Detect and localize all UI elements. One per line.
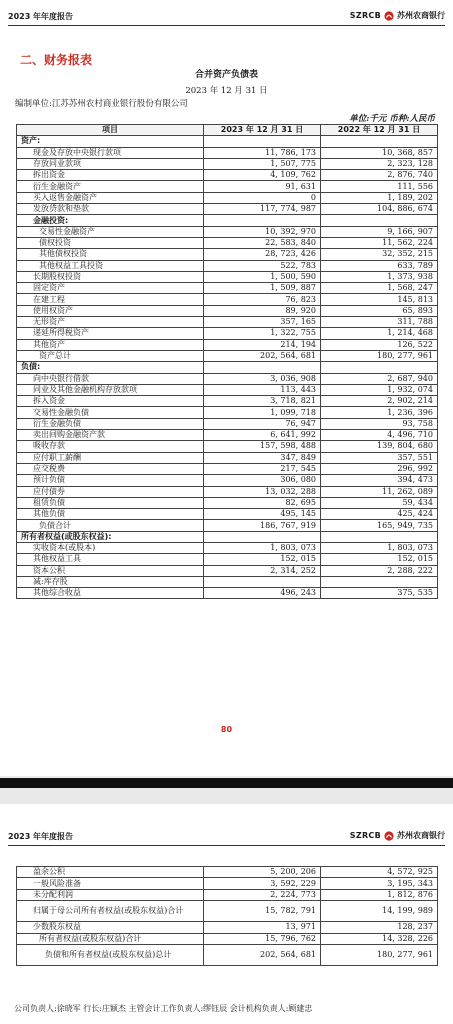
value-2022: 9, 166, 907 [321, 226, 438, 237]
table-row [17, 452, 438, 463]
table-row [17, 542, 438, 553]
row-label: 其他综合收益 [17, 588, 204, 599]
value-2022: 152, 015 [321, 554, 438, 565]
row-label: 未分配利润 [17, 889, 204, 900]
row-label: 资产: [17, 136, 204, 147]
value-2023: 306, 080 [204, 475, 321, 486]
value-2023: 1, 803, 073 [204, 542, 321, 553]
value-2023: 28, 723, 426 [204, 249, 321, 260]
row-label: 应付职工薪酬 [17, 452, 204, 463]
table-row [17, 497, 438, 508]
value-2023: 76, 947 [204, 418, 321, 429]
row-label: 应交税费 [17, 463, 204, 474]
value-2023: 4, 109, 762 [204, 170, 321, 181]
row-label: 实收资本(或股本) [17, 542, 204, 553]
row-label: 现金及存放中央银行款项 [17, 147, 204, 158]
value-2022: 93, 758 [321, 418, 438, 429]
value-2023: 214, 194 [204, 339, 321, 350]
value-2022: 2, 323, 128 [321, 158, 438, 169]
value-2023 [204, 531, 321, 542]
row-label: 所有者权益(或股东权益): [17, 531, 204, 542]
table-row [17, 520, 438, 531]
row-label: 衍生金融负债 [17, 418, 204, 429]
value-2022: 1, 189, 202 [321, 192, 438, 203]
row-label: 卖出回购金融资产款 [17, 430, 204, 441]
value-2023: 15, 796, 762 [204, 933, 321, 944]
value-2022: 65, 893 [321, 305, 438, 316]
table-row [17, 305, 438, 316]
table-row [17, 418, 438, 429]
row-label: 资产总计 [17, 350, 204, 361]
page-number: 80 [220, 725, 233, 734]
brand-code: SZRCB [349, 11, 381, 20]
value-2023: 186, 767, 919 [204, 520, 321, 531]
bank-logo-icon [384, 11, 394, 21]
row-label: 向中央银行借款 [17, 373, 204, 384]
bank-logo-icon [384, 831, 394, 841]
value-2022: 11, 562, 224 [321, 237, 438, 248]
value-2022: 3, 195, 343 [321, 878, 438, 889]
column-header-item: 项目 [17, 125, 204, 136]
value-2022: 296, 992 [321, 463, 438, 474]
table-row [17, 192, 438, 203]
value-2023: 3, 718, 821 [204, 396, 321, 407]
table-row [17, 260, 438, 271]
value-2022: 111, 556 [321, 181, 438, 192]
row-label: 盈余公积 [17, 867, 204, 878]
value-2022: 375, 535 [321, 588, 438, 599]
report-title: 2023 年年度报告 [8, 12, 74, 21]
row-label: 使用权资产 [17, 305, 204, 316]
column-header-2023: 2023 年 12 月 31 日 [204, 125, 321, 136]
value-2022: 128, 237 [321, 922, 438, 933]
value-2023: 2, 314, 252 [204, 565, 321, 576]
row-label: 应付债券 [17, 486, 204, 497]
statement-date: 2023 年 12 月 31 日 [185, 86, 268, 96]
value-2023: 91, 631 [204, 181, 321, 192]
table-row [17, 475, 438, 486]
bank-name: 苏州农商银行 [397, 11, 445, 20]
section-title: 二、财务报表 [20, 53, 93, 67]
table-row [17, 407, 438, 418]
value-2023: 1, 322, 755 [204, 328, 321, 339]
value-2022: 2, 902, 214 [321, 396, 438, 407]
balance-sheet-table [16, 124, 438, 599]
value-2023: 13, 032, 288 [204, 486, 321, 497]
row-label: 少数股东权益 [17, 922, 204, 933]
value-2022: 14, 328, 226 [321, 933, 438, 944]
table-row [17, 554, 438, 565]
row-label: 买入返售金融资产 [17, 192, 204, 203]
value-2022: 11, 262, 089 [321, 486, 438, 497]
value-2023: 15, 782, 791 [204, 901, 321, 922]
value-2023: 5, 200, 206 [204, 867, 321, 878]
row-label: 租赁负债 [17, 497, 204, 508]
table-row [17, 901, 438, 922]
value-2022: 1, 803, 073 [321, 542, 438, 553]
table-row [17, 249, 438, 260]
value-2022: 14, 199, 989 [321, 901, 438, 922]
table-row [17, 565, 438, 576]
table-row [17, 181, 438, 192]
value-2022: 357, 551 [321, 452, 438, 463]
table-row [17, 384, 438, 395]
value-2023: 89, 920 [204, 305, 321, 316]
value-2022: 180, 277, 961 [321, 350, 438, 361]
value-2022: 311, 788 [321, 317, 438, 328]
value-2023: 11, 786, 173 [204, 147, 321, 158]
table-row [17, 317, 438, 328]
value-2022: 2, 876, 740 [321, 170, 438, 181]
value-2022: 126, 522 [321, 339, 438, 350]
statement-title: 合并资产负债表 [194, 70, 258, 80]
value-2023: 157, 598, 488 [204, 441, 321, 452]
row-label: 交易性金融资产 [17, 226, 204, 237]
value-2022: 2, 288, 222 [321, 565, 438, 576]
bank-branding [350, 830, 445, 841]
value-2023: 113, 443 [204, 384, 321, 395]
table-row [17, 463, 438, 474]
value-2022: 139, 804, 680 [321, 441, 438, 452]
table-row [17, 922, 438, 933]
value-2022 [321, 136, 438, 147]
row-label: 负债和所有者权益(或股东权益)总计 [17, 944, 204, 965]
table-row [17, 204, 438, 215]
row-label: 衍生金融资产 [17, 181, 204, 192]
row-label: 负债: [17, 362, 204, 373]
value-2023 [204, 136, 321, 147]
value-2022 [321, 531, 438, 542]
row-label: 归属于母公司所有者权益(或股东权益)合计 [17, 901, 204, 922]
row-label: 其他资产 [17, 339, 204, 350]
bank-branding [350, 10, 445, 21]
value-2022: 4, 572, 925 [321, 867, 438, 878]
value-2022: 104, 886, 674 [321, 204, 438, 215]
table-row [17, 576, 438, 587]
row-label: 发放贷款和垫款 [17, 204, 204, 215]
table-row [17, 283, 438, 294]
table-row [17, 350, 438, 361]
value-2022: 32, 352, 215 [321, 249, 438, 260]
table-row [17, 944, 438, 965]
row-label: 所有者权益(或股东权益)合计 [17, 933, 204, 944]
value-2023: 117, 774, 987 [204, 204, 321, 215]
value-2023: 22, 583, 840 [204, 237, 321, 248]
row-label: 交易性金融负债 [17, 407, 204, 418]
value-2022: 1, 214, 468 [321, 328, 438, 339]
row-label: 减:库存股 [17, 576, 204, 587]
value-2022: 145, 813 [321, 294, 438, 305]
row-label: 无形资产 [17, 317, 204, 328]
value-2023: 1, 507, 775 [204, 158, 321, 169]
table-row [17, 933, 438, 944]
row-label: 其他权益工具 [17, 554, 204, 565]
page-header [8, 10, 445, 26]
value-2023: 2, 224, 773 [204, 889, 321, 900]
preparing-company: 编制单位:江苏苏州农村商业银行股份有限公司 [15, 99, 188, 109]
page-separator [0, 776, 453, 804]
row-label: 拆出资金 [17, 170, 204, 181]
value-2022: 1, 812, 876 [321, 889, 438, 900]
value-2023: 217, 545 [204, 463, 321, 474]
row-label: 债权投资 [17, 237, 204, 248]
value-2023: 13, 971 [204, 922, 321, 933]
value-2022: 425, 424 [321, 509, 438, 520]
row-label: 拆入资金 [17, 396, 204, 407]
value-2023: 76, 823 [204, 294, 321, 305]
value-2022 [321, 362, 438, 373]
value-2023 [204, 215, 321, 226]
balance-sheet-table-continued [16, 866, 438, 966]
row-label: 其他债权投资 [17, 249, 204, 260]
value-2022: 394, 473 [321, 475, 438, 486]
table-row [17, 158, 438, 169]
row-label: 同业及其他金融机构存放款项 [17, 384, 204, 395]
table-row [17, 147, 438, 158]
table-row [17, 889, 438, 900]
value-2022: 1, 373, 938 [321, 271, 438, 282]
value-2022: 4, 496, 710 [321, 430, 438, 441]
table-row [17, 441, 438, 452]
value-2023 [204, 362, 321, 373]
row-label: 吸收存款 [17, 441, 204, 452]
row-label: 存放同业款项 [17, 158, 204, 169]
row-label: 其他负债 [17, 509, 204, 520]
table-row [17, 362, 438, 373]
table-row [17, 294, 438, 305]
value-2023 [204, 576, 321, 587]
table-row [17, 215, 438, 226]
table-row [17, 170, 438, 181]
value-2023: 357, 165 [204, 317, 321, 328]
report-title: 2023 年年度报告 [8, 832, 74, 841]
value-2023: 347, 849 [204, 452, 321, 463]
table-row [17, 339, 438, 350]
value-2023: 1, 099, 718 [204, 407, 321, 418]
value-2023: 1, 509, 887 [204, 283, 321, 294]
row-label: 固定资产 [17, 283, 204, 294]
value-2022 [321, 576, 438, 587]
row-label: 负债合计 [17, 520, 204, 531]
table-header-row [17, 125, 438, 136]
value-2023: 495, 145 [204, 509, 321, 520]
report-page-2 [0, 804, 453, 1024]
table-row [17, 588, 438, 599]
value-2022: 59, 434 [321, 497, 438, 508]
value-2023: 1, 500, 590 [204, 271, 321, 282]
table-row [17, 237, 438, 248]
value-2023: 152, 015 [204, 554, 321, 565]
value-2023: 10, 392, 970 [204, 226, 321, 237]
bank-name: 苏州农商银行 [397, 831, 445, 840]
table-row [17, 271, 438, 282]
value-2022 [321, 215, 438, 226]
table-row [17, 486, 438, 497]
value-2023: 3, 592, 229 [204, 878, 321, 889]
value-2022: 633, 789 [321, 260, 438, 271]
table-row [17, 509, 438, 520]
value-2023: 202, 564, 681 [204, 944, 321, 965]
row-label: 预计负债 [17, 475, 204, 486]
value-2022: 2, 687, 940 [321, 373, 438, 384]
table-row [17, 867, 438, 878]
value-2023: 496, 243 [204, 588, 321, 599]
page-header-2 [8, 830, 445, 846]
table-row [17, 136, 438, 147]
value-2022: 1, 932, 074 [321, 384, 438, 395]
row-label: 一般风险准备 [17, 878, 204, 889]
value-2023: 522, 783 [204, 260, 321, 271]
value-2023: 0 [204, 192, 321, 203]
signatories: 公司负责人:徐晓军 行长:庄颖杰 主管会计工作负责人:缪钰辰 会计机构负责人:顾建忠 [14, 1004, 313, 1013]
table-row [17, 226, 438, 237]
row-label: 金融投资: [17, 215, 204, 226]
table-row [17, 878, 438, 889]
value-2023: 3, 036, 908 [204, 373, 321, 384]
table-row [17, 531, 438, 542]
brand-code: SZRCB [349, 831, 381, 840]
value-2022: 165, 949, 735 [321, 520, 438, 531]
row-label: 资本公积 [17, 565, 204, 576]
column-header-2022: 2022 年 12 月 31 日 [321, 125, 438, 136]
table-row [17, 396, 438, 407]
value-2022: 1, 236, 396 [321, 407, 438, 418]
value-2023: 82, 695 [204, 497, 321, 508]
currency-unit: 单位:千元 币种:人民币 [349, 114, 435, 124]
value-2022: 1, 568, 247 [321, 283, 438, 294]
table-row [17, 328, 438, 339]
table-row [17, 373, 438, 384]
row-label: 长期股权投资 [17, 271, 204, 282]
table-row [17, 430, 438, 441]
row-label: 递延所得税资产 [17, 328, 204, 339]
value-2023: 6, 641, 992 [204, 430, 321, 441]
value-2022: 180, 277, 961 [321, 944, 438, 965]
value-2022: 10, 368, 857 [321, 147, 438, 158]
row-label: 其他权益工具投资 [17, 260, 204, 271]
separator-bar [0, 778, 453, 788]
row-label: 在建工程 [17, 294, 204, 305]
value-2023: 202, 564, 681 [204, 350, 321, 361]
